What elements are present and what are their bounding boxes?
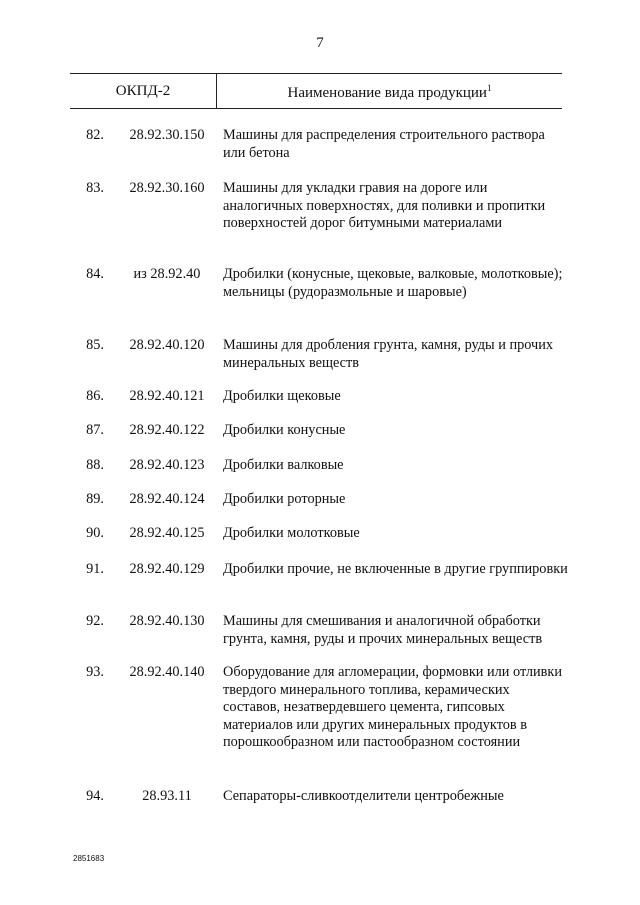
row-name: Дробилки валковые bbox=[223, 457, 344, 473]
row-number: 93. bbox=[86, 664, 104, 680]
row-code: 28.92.40.125 bbox=[129, 525, 205, 541]
document-id: 2851683 bbox=[73, 854, 105, 863]
row-name: Дробилки прочие, не включенные в другие группировки bbox=[223, 561, 568, 577]
row-code: 28.92.40.130 bbox=[129, 613, 205, 629]
row-number: 83. bbox=[86, 180, 104, 196]
row-code: из 28.92.40 bbox=[133, 266, 201, 282]
row-number: 90. bbox=[86, 525, 104, 541]
row-code: 28.93.11 bbox=[142, 788, 192, 804]
row-number: 92. bbox=[86, 613, 104, 629]
row-name: Машины для распределения строительного раствора или бетона bbox=[223, 127, 545, 161]
row-name: Дробилки (конусные, щековые, валковые, молотковые); мельницы (рудоразмольные и шаровые) bbox=[223, 266, 563, 300]
row-number: 85. bbox=[86, 337, 104, 353]
row-name: Дробилки роторные bbox=[223, 491, 346, 507]
row-code: 28.92.40.122 bbox=[129, 422, 205, 438]
row-number: 91. bbox=[86, 561, 104, 577]
row-code: 28.92.30.150 bbox=[129, 127, 205, 143]
row-code: 28.92.40.129 bbox=[129, 561, 205, 577]
row-code: 28.92.40.121 bbox=[129, 388, 205, 404]
row-number: 89. bbox=[86, 491, 104, 507]
row-number: 94. bbox=[86, 788, 104, 804]
row-number: 84. bbox=[86, 266, 104, 282]
row-code: 28.92.40.123 bbox=[129, 457, 205, 473]
table-header bbox=[70, 73, 562, 109]
header-code-column: ОКПД-2 bbox=[115, 83, 171, 99]
row-name: Дробилки конусные bbox=[223, 422, 346, 438]
row-number: 86. bbox=[86, 388, 104, 404]
header-name-column bbox=[217, 83, 562, 102]
page-number: 7 bbox=[316, 35, 324, 51]
row-name: Машины для укладки гравия на дороге или аналогичных поверхностях, для поливки и пропитки поверхностей дорог битумными материалами bbox=[223, 180, 546, 231]
row-name: Дробилки молотковые bbox=[223, 525, 360, 541]
row-number: 87. bbox=[86, 422, 104, 438]
row-number: 88. bbox=[86, 457, 104, 473]
header-footnote-mark: 1 bbox=[486, 83, 492, 93]
row-name: Дробилки щековые bbox=[223, 388, 341, 404]
row-name: Сепараторы-сливкоотделители центробежные bbox=[223, 788, 504, 804]
row-number: 82. bbox=[86, 127, 104, 143]
row-code: 28.92.40.124 bbox=[129, 491, 205, 507]
header-name-label: Наименование вида продукции bbox=[287, 85, 487, 101]
row-name: Оборудование для агломерации, формовки или отливки твердого минерального топлива, керамических составов, незатвердевшего цемента, гипсовых материалов или других минеральных продуктов в порошкообразном или пастообразном состоянии bbox=[223, 664, 563, 750]
row-name: Машины для дробления грунта, камня, руды и прочих минеральных веществ bbox=[223, 337, 554, 371]
row-code: 28.92.40.140 bbox=[129, 664, 205, 680]
row-code: 28.92.30.160 bbox=[129, 180, 205, 196]
row-code: 28.92.40.120 bbox=[129, 337, 205, 353]
row-name: Машины для смешивания и аналогичной обработки грунта, камня, руды и прочих минеральных веществ bbox=[223, 613, 543, 647]
